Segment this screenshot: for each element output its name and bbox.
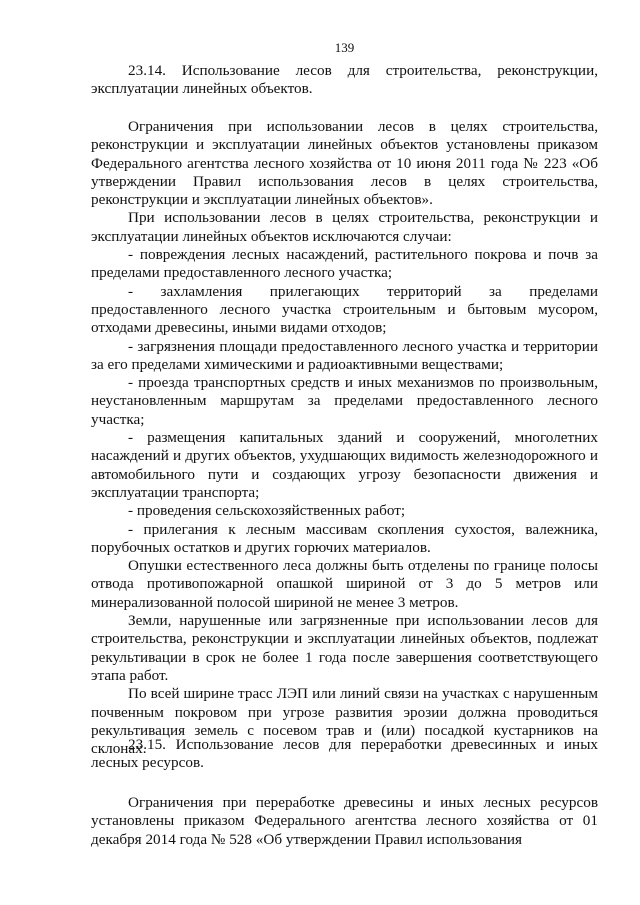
list-item: - прилегания к лесным массивам скопления сухостоя, валежника, порубочных остатков и других горючих материалов. [91,520,598,556]
section-heading-23-15: 23.15. Использование лесов для переработки древесинных и иных лесных ресурсов. [91,736,598,772]
paragraph-excluded-cases: При использовании лесов в целях строительства, реконструкции и эксплуатации линейных объектов исключаются случаи: [91,209,598,245]
section-23-14-body [91,118,598,758]
list-item: - проезда транспортных средств и иных механизмов по произвольным, неустановленным маршрутам за пределами предоставленного лесного участка; [91,374,598,428]
list-item: - проведения сельскохозяйственных работ; [128,502,406,520]
list-item: - загрязнения площади предоставленного лесного участка и территории за его пределами химическими и радиоактивными веществами; [91,337,598,373]
paragraph-forest-edges: Опушки естественного леса должны быть отделены по границе полосы отвода противопожарной опашкой шириной от 3 до 5 метров или минерализованной полосой шириной не менее 3 метров. [91,557,598,611]
page-number: 139 [334,40,355,55]
paragraph-restrictions: Ограничения при использовании лесов в целях строительства, реконструкции и эксплуатации линейных объектов установлены приказом Федерального агентства лесного хозяйства от 10 июня 2011 года № 223 «Об утверждении Правил использования лесов в целях строительства, реконструкции и эксплуатации линейных объектов». [91,118,598,209]
list-item: - размещения капитальных зданий и сооружений, многолетних насаждений и других объектов, ухудшающих видимость железнодорожного и автомобильного пути и создающих угрозу безопасности движения и эксплуатации транспорта; [91,429,598,501]
section-heading-23-14: 23.14. Использование лесов для строительства, реконструкции, эксплуатации линейных объектов. [91,62,598,98]
list-item: - повреждения лесных насаждений, растительного покрова и почв за пределами предоставленного лесного участка; [91,246,598,282]
list-item: - захламления прилегающих территорий за пределами предоставленного лесного участка строительным и бытовым мусором, отходами древесины, иными видами отходов; [91,282,598,337]
section-23-15-body [91,794,598,849]
paragraph-land-recultivation: Земли, нарушенные или загрязненные при использовании лесов для строительства, реконструкции и эксплуатации линейных объектов, подлежат рекультивации в срок не более 1 года после завершения соответствующего этапа работ. [91,612,598,684]
paragraph-processing-restrictions: Ограничения при переработке древесины и иных лесных ресурсов установлены приказом Федерального агентства лесного хозяйства от 01 декабря 2014 года № 528 «Об утверждении Правил использования [91,794,598,848]
paragraph-power-lines: По всей ширине трасс ЛЭП или линий связи на участках с нарушенным почвенным покровом при угрозе развития эрозии должна проводиться рекультивация земель с посевом трав и (или) посадкой кустарников на склонах. [91,685,598,758]
